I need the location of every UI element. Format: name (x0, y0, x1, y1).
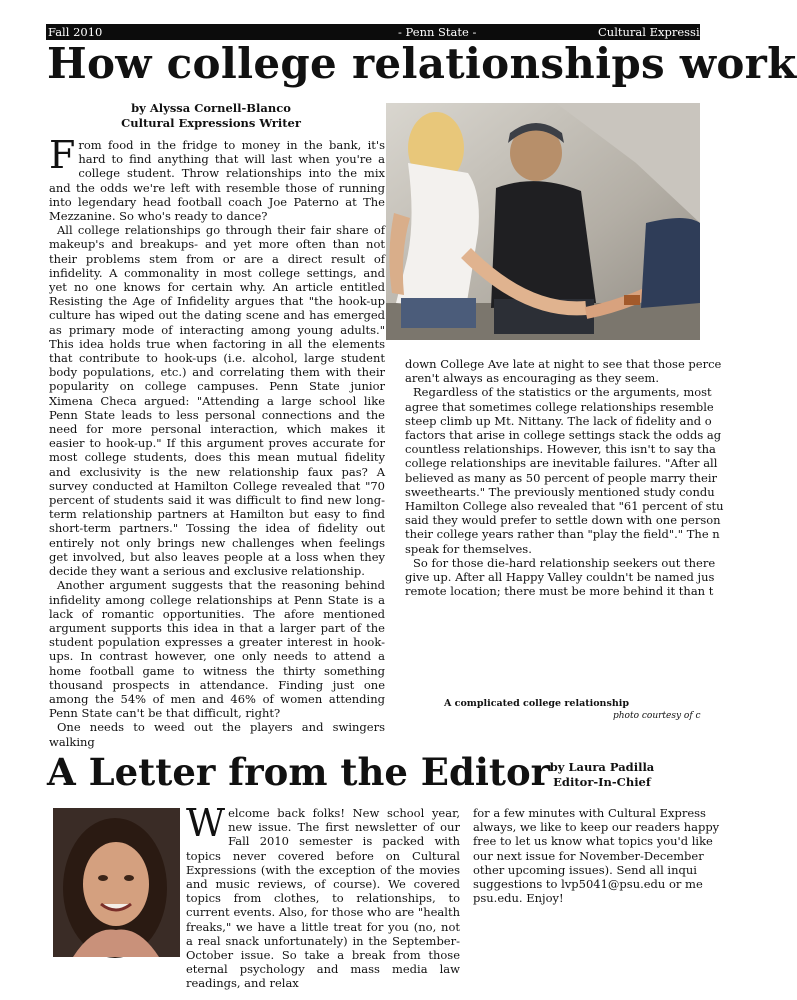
editor-letter-headline: A Letter from the Editor (47, 750, 551, 794)
text-line: their college years rather than "play the field"." The n (405, 527, 720, 542)
text-line: college relationships are inevitable failures. "After all (405, 456, 718, 471)
photo-credit: photo courtesy of c (613, 711, 701, 721)
byline-role: Cultural Expressions Writer (121, 116, 301, 130)
editor-letter-column-2 (473, 806, 720, 906)
relationship-photo (386, 103, 700, 340)
paragraph: One needs to weed out the players and swingers walking (49, 720, 385, 749)
section-label: Cultural Expressions (598, 25, 720, 39)
text-line: steep climb up Mt. Nittany. The lack of fidelity and o (405, 413, 712, 428)
school-label: - Penn State - (398, 25, 477, 39)
text-line: for a few minutes with Cultural Express (473, 806, 706, 820)
text-line: suggestions to lvp5041@psu.edu or me (473, 877, 703, 892)
drop-cap: F (49, 133, 76, 177)
text-line: free to let us know what topics you'd like (473, 834, 713, 849)
text-line: give up. After all Happy Valley couldn't be named jus (405, 570, 715, 585)
text-line: sweethearts." The previously mentioned study condu (405, 484, 715, 499)
text-line: countless relationships. However, this isn't to say tha (405, 442, 716, 457)
article-headline: How college relationships work (47, 39, 797, 88)
text-line: speak for themselves. (405, 541, 532, 556)
editor-byline (542, 760, 662, 790)
editor-byline-author: by Laura Padilla (549, 760, 655, 774)
drop-cap: W (186, 801, 226, 845)
editor-portrait-photo (53, 808, 180, 957)
paragraph: Welcome back folks! New school year, new issue. The first newsletter of our Fall 2010 semester is packed with topics never covered before on Cultural Expressions (with the exception of the movies and music reviews, of course). We covered topics from clothes, to relationships, to current events. Also, for those who are "health freaks," we have a little treat for you (no, not a real snack unfortunately) in the September-October issue. So take a break from those eternal psychology and mass media law readings, and relax (186, 801, 460, 991)
text-line: aren't always as encouraging as they seem. (405, 371, 659, 386)
photo-caption: A complicated college relationship (444, 698, 629, 709)
article-column-2 (405, 357, 724, 599)
text-line: down College Ave late at night to see that those perce (405, 357, 722, 371)
text-line: our next issue for November-December (473, 848, 704, 863)
editor-letter-column-1 (186, 801, 460, 991)
text-line: agree that sometimes college relationships resemble (405, 399, 714, 414)
byline-author: by Alyssa Cornell-Blanco (131, 101, 291, 115)
text-line: always, we like to keep our readers happy (473, 820, 720, 835)
text-line: believed as many as 50 percent of people marry their (405, 470, 718, 485)
text-line: other upcoming issues). Send all inqui (473, 862, 697, 877)
header-bar (46, 24, 720, 40)
issue-label: Fall 2010 (48, 25, 103, 39)
paragraph: Another argument suggests that the reasoning behind infidelity among college relationships at Penn State is a lack of romantic opportunities. The afore mentioned argument supports this idea in that a larger part of the student population expresses a greater interest in hook-ups. In contrast however, one only needs to attend a home football game to witness the thirty something thousand prospects in attendance. Finding just one among the 54% of men and 46% of women attending Penn State can't be that difficult, right? (49, 578, 385, 721)
article-column-1 (49, 133, 385, 749)
text-line: remote location; there must be more behind it than t (405, 584, 714, 599)
paragraph: All college relationships go through their fair share of makeup's and breakups- and yet more often than not their problems stem from or are a direct result of infidelity. A commonality in most college settings, and yet no one knows for certain why. An article entitled Resisting the Age of Infidelity argues that "the hook-up culture has wiped out the dating scene and has emerged as primary mode of interacting among young adults." This idea holds true when factoring in all the elements that contribute to hook-ups (i.e. alcohol, large student body populations, etc.) and correlating them with their popularity on college campuses. Penn State junior Ximena Checa argued: "Attending a large school like Penn State leads to less personal connections and the need for more personal interaction, which makes it easier to hook-up." If this argument proves accurate for most college students, does this mean mutual fidelity and exclusivity is the new relationship faux pas? A survey conducted at Hamilton College revealed that "70 percent of students said it was difficult to find new long-term relationship partners at Hamilton but easy to find short-term partners." Tossing the idea of fidelity out entirely not only brings new challenges when feelings get involved, but also leaves people at a loss when they decide they want a serious and exclusive relationship. (49, 223, 385, 579)
text-line: So for those die-hard relationship seekers out there (413, 555, 716, 570)
text-line: psu.edu. Enjoy! (473, 891, 564, 906)
text-line: Regardless of the statistics or the arguments, most (413, 385, 712, 400)
text-line: said they would prefer to settle down with one person (405, 513, 721, 528)
paragraph: From food in the fridge to money in the bank, it's hard to find anything that will last when you're a college student. Throw relationships into the mix and the odds we're left with resemble those of running into legendary head football coach Joe Paterno at The Mezzanine. So who's ready to dance? (49, 133, 385, 224)
text-line: factors that arise in college settings stack the odds ag (405, 428, 722, 443)
text-line: Hamilton College also revealed that "61 percent of stu (405, 499, 724, 514)
editor-byline-role: Editor-In-Chief (553, 775, 651, 789)
article-byline (48, 101, 374, 131)
